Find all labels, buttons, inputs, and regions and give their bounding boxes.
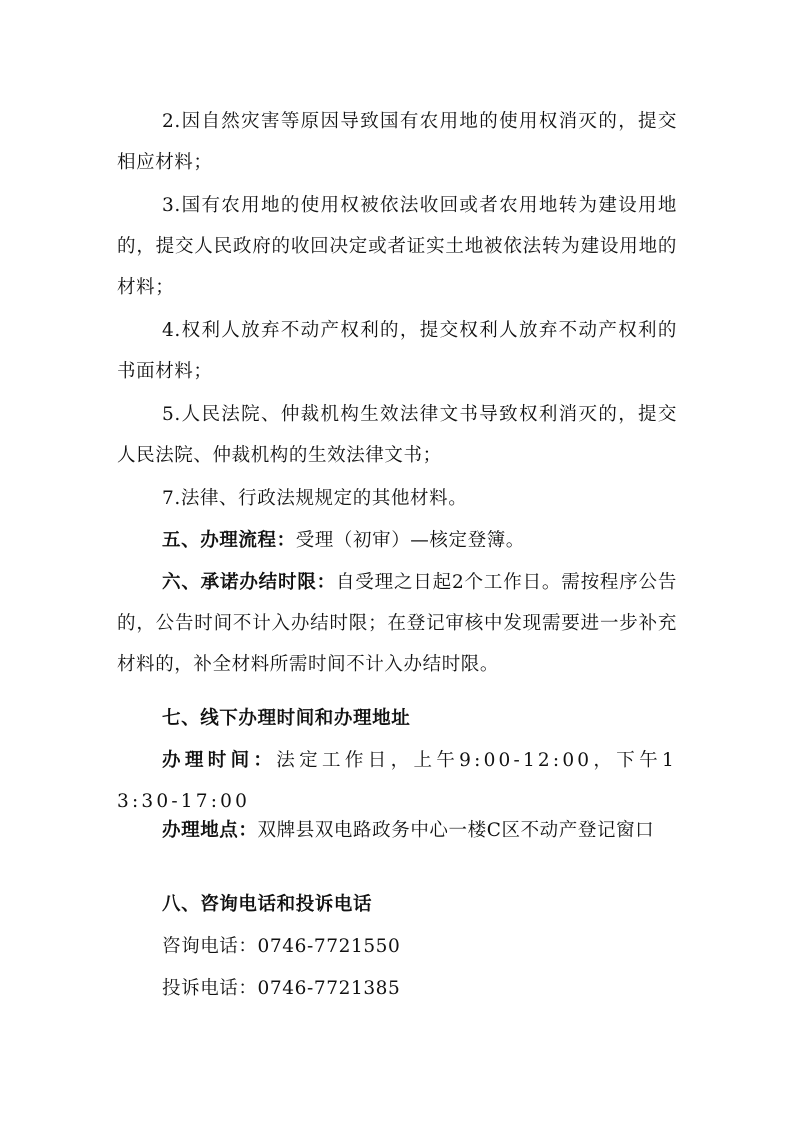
- office-address-label: 办理地点：: [162, 820, 258, 841]
- item-2-text: 2.因自然灾害等原因导致国有农用地的使用权消灭的，提交相应材料；: [117, 111, 677, 173]
- office-hours-text: 法定工作日，上午9:00-12:00，下午13:30-17:00: [117, 750, 677, 812]
- section-5: [117, 520, 677, 561]
- item-7: [117, 478, 677, 519]
- section-7-heading-text: 七、线下办理时间和办理地址: [162, 708, 411, 729]
- section-7-heading: [117, 698, 677, 739]
- item-2: [117, 101, 677, 183]
- item-5: [117, 394, 677, 476]
- office-address-text: 双牌县双电路政务中心一楼C区不动产登记窗口: [257, 820, 655, 841]
- office-hours-label: 办理时间：: [162, 750, 277, 771]
- consult-phone-text: 咨询电话：0746-7721550: [162, 936, 401, 957]
- section-8-heading-text: 八、咨询电话和投诉电话: [162, 894, 373, 915]
- item-4-text: 4.权利人放弃不动产权利的，提交权利人放弃不动产权利的书面材料；: [117, 320, 677, 382]
- complaint-phone: [117, 968, 677, 1009]
- consult-phone: [117, 926, 677, 967]
- section-5-label: 五、办理流程：: [162, 530, 296, 551]
- section-6: [117, 562, 677, 685]
- section-5-text: 受理（初审）—核定登簿。: [295, 530, 525, 551]
- item-3-text: 3.国有农用地的使用权被依法收回或者农用地转为建设用地的，提交人民政府的收回决定或者证实土地被依法转为建设用地的材料；: [117, 195, 677, 298]
- section-6-label: 六、承诺办结时限：: [162, 572, 336, 593]
- item-4: [117, 310, 677, 392]
- item-3: [117, 185, 677, 308]
- section-8-heading: [117, 884, 677, 925]
- section-6-text: 自受理之日起2个工作日。需按程序公告的，公告时间不计入办结时限；在登记审核中发现需要进一步补充材料的，补全材料所需时间不计入办结时限。: [117, 572, 677, 675]
- item-7-text: 7.法律、行政法规规定的其他材料。: [162, 488, 468, 509]
- item-5-text: 5.人民法院、仲裁机构生效法律文书导致权利消灭的，提交人民法院、仲裁机构的生效法律文书；: [117, 404, 677, 466]
- complaint-phone-text: 投诉电话：0746-7721385: [162, 978, 401, 999]
- office-address: [117, 810, 677, 851]
